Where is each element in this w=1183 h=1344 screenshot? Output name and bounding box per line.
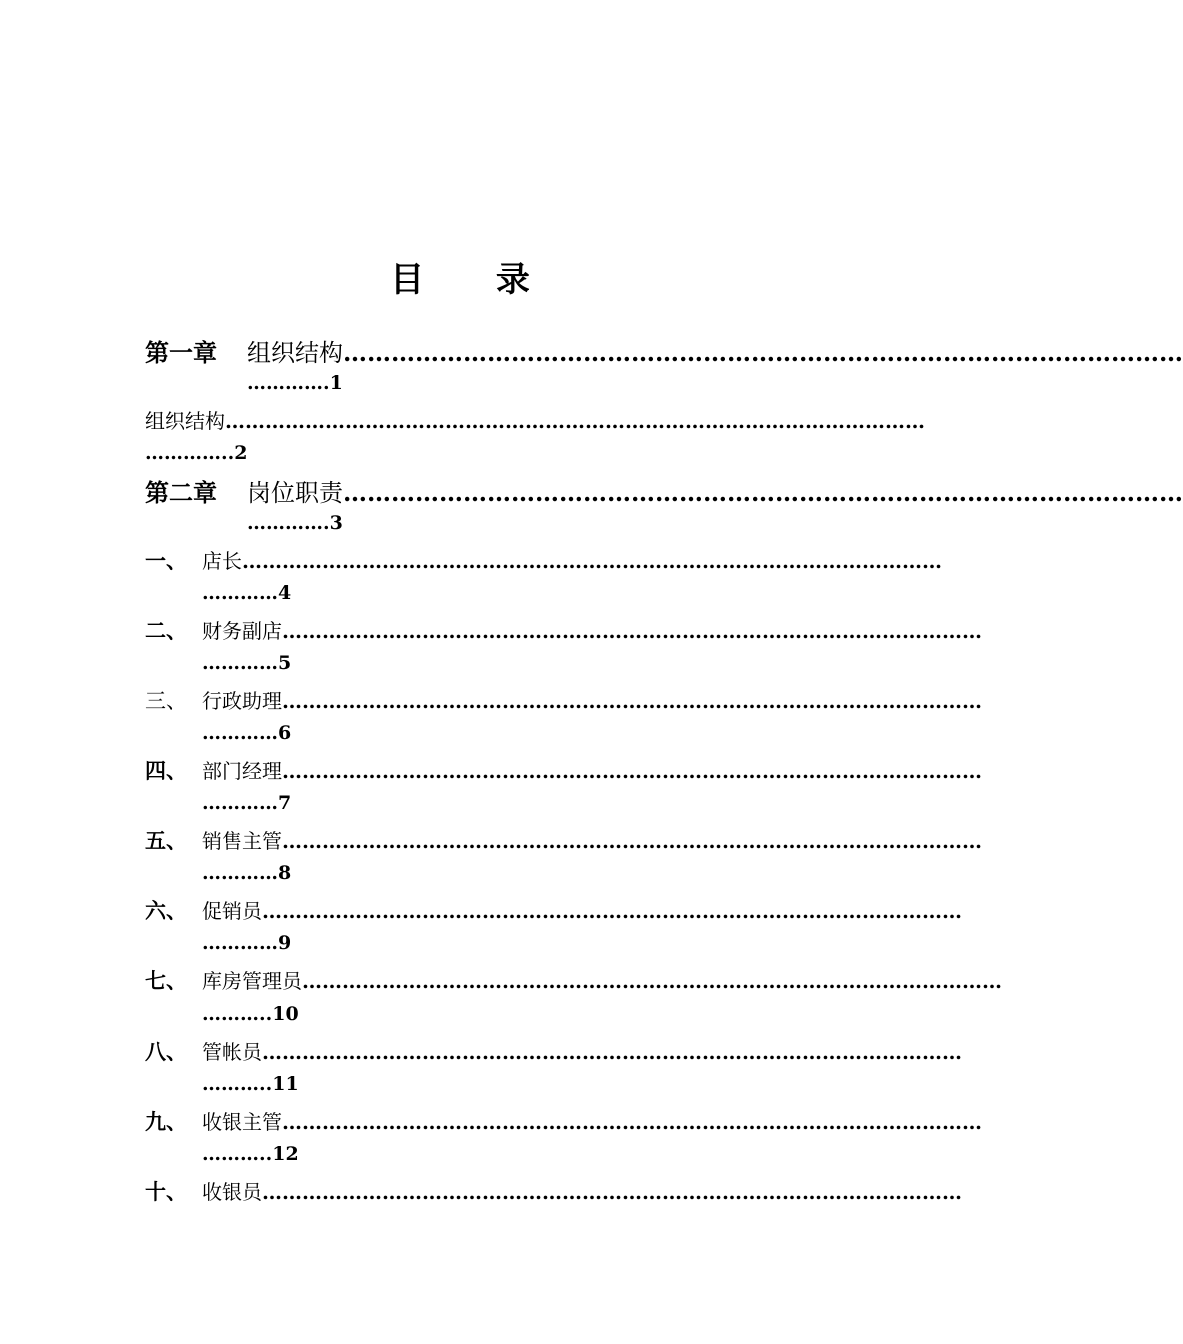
item-1-page-line bbox=[202, 582, 291, 604]
item-9-name: 收银主管 bbox=[202, 1110, 282, 1134]
leader-dots-cont: ………….. bbox=[145, 442, 235, 464]
toc-title: 目 录 bbox=[390, 260, 560, 300]
item-3-page: 6 bbox=[278, 722, 292, 744]
item-9-number: 九、 bbox=[145, 1109, 187, 1134]
item-8-number: 八、 bbox=[145, 1039, 187, 1064]
leader-dots: …………………………………………………………………………………………… bbox=[302, 969, 1002, 993]
item-8-page: 11 bbox=[272, 1073, 299, 1095]
item-2-entry bbox=[202, 615, 982, 644]
leader-dots: …………………………………………………………………………………………… bbox=[343, 478, 1183, 507]
item-7-number: 七、 bbox=[145, 968, 187, 993]
leader-dots-cont: …………. bbox=[247, 512, 330, 534]
section-1-entry bbox=[145, 405, 925, 434]
item-1-name: 店长 bbox=[202, 549, 242, 573]
item-7-page-line bbox=[202, 1003, 299, 1025]
item-8-name: 管帐员 bbox=[202, 1040, 262, 1064]
item-6-number: 六、 bbox=[145, 898, 187, 923]
item-3-name: 行政助理 bbox=[202, 689, 282, 713]
chapter-1-page: 1 bbox=[329, 372, 343, 394]
leader-dots: …………………………………………………………………………………………… bbox=[225, 409, 925, 433]
item-3-entry bbox=[202, 685, 982, 714]
item-4-page: 7 bbox=[278, 792, 292, 814]
item-4-name: 部门经理 bbox=[202, 759, 282, 783]
item-2-page: 5 bbox=[278, 652, 292, 674]
item-9-entry bbox=[202, 1106, 982, 1135]
section-1-page: 2 bbox=[234, 442, 248, 464]
leader-dots: …………………………………………………………………………………………… bbox=[262, 1180, 962, 1204]
leader-dots-cont: ………… bbox=[202, 652, 278, 674]
chapter-1-page-line bbox=[247, 372, 343, 394]
item-7-name: 库房管理员 bbox=[202, 969, 302, 993]
item-7-entry bbox=[202, 965, 1002, 994]
leader-dots-cont: ………… bbox=[202, 792, 278, 814]
item-8-entry bbox=[202, 1036, 962, 1065]
item-10-entry bbox=[202, 1176, 962, 1205]
leader-dots: …………………………………………………………………………………………… bbox=[282, 829, 982, 853]
leader-dots: …………………………………………………………………………………………… bbox=[282, 619, 982, 643]
leader-dots: …………………………………………………………………………………………… bbox=[343, 338, 1183, 367]
item-6-page: 9 bbox=[278, 932, 292, 954]
leader-dots: …………………………………………………………………………………………… bbox=[262, 1040, 962, 1064]
chapter-2-page-line bbox=[247, 512, 343, 534]
leader-dots: …………………………………………………………………………………………… bbox=[242, 549, 942, 573]
leader-dots-cont: ……….. bbox=[202, 1143, 273, 1165]
item-6-entry bbox=[202, 895, 962, 924]
item-1-page: 4 bbox=[278, 582, 292, 604]
item-9-page: 12 bbox=[272, 1143, 299, 1165]
leader-dots: …………………………………………………………………………………………… bbox=[282, 689, 982, 713]
chapter-1-entry bbox=[247, 333, 1183, 368]
leader-dots-cont: ………… bbox=[202, 582, 278, 604]
item-3-number: 三、 bbox=[145, 689, 187, 713]
chapter-2-page: 3 bbox=[329, 512, 343, 534]
chapter-2-label: 第二章 bbox=[145, 478, 217, 507]
item-6-page-line bbox=[202, 932, 291, 954]
leader-dots-cont: ………… bbox=[202, 722, 278, 744]
item-7-page: 10 bbox=[272, 1003, 299, 1025]
leader-dots-cont: …………. bbox=[247, 372, 330, 394]
item-5-page-line bbox=[202, 862, 291, 884]
section-1-name: 组织结构 bbox=[145, 409, 225, 433]
item-2-name: 财务副店 bbox=[202, 619, 282, 643]
item-5-number: 五、 bbox=[145, 828, 187, 853]
section-1-page-line bbox=[145, 442, 247, 464]
leader-dots: …………………………………………………………………………………………… bbox=[282, 1110, 982, 1134]
item-6-name: 促销员 bbox=[202, 899, 262, 923]
item-10-name: 收银员 bbox=[202, 1180, 262, 1204]
item-4-number: 四、 bbox=[145, 758, 187, 783]
item-3-page-line bbox=[202, 722, 291, 744]
item-8-page-line bbox=[202, 1073, 299, 1095]
chapter-1-name: 组织结构 bbox=[247, 339, 343, 367]
item-2-page-line bbox=[202, 652, 291, 674]
item-5-page: 8 bbox=[278, 862, 292, 884]
leader-dots-cont: ……….. bbox=[202, 1003, 273, 1025]
leader-dots: …………………………………………………………………………………………… bbox=[262, 899, 962, 923]
leader-dots-cont: ………… bbox=[202, 932, 278, 954]
leader-dots-cont: ……….. bbox=[202, 1073, 273, 1095]
item-2-number: 二、 bbox=[145, 618, 187, 643]
item-4-entry bbox=[202, 755, 982, 784]
leader-dots-cont: ………… bbox=[202, 862, 278, 884]
item-9-page-line bbox=[202, 1143, 299, 1165]
chapter-1-label: 第一章 bbox=[145, 338, 217, 367]
item-1-entry bbox=[202, 545, 942, 574]
item-5-entry bbox=[202, 825, 982, 854]
chapter-2-entry bbox=[247, 473, 1183, 508]
leader-dots: …………………………………………………………………………………………… bbox=[282, 759, 982, 783]
item-10-number: 十、 bbox=[145, 1179, 187, 1204]
item-4-page-line bbox=[202, 792, 291, 814]
item-5-name: 销售主管 bbox=[202, 829, 282, 853]
item-1-number: 一、 bbox=[145, 548, 187, 573]
chapter-2-name: 岗位职责 bbox=[247, 479, 343, 507]
